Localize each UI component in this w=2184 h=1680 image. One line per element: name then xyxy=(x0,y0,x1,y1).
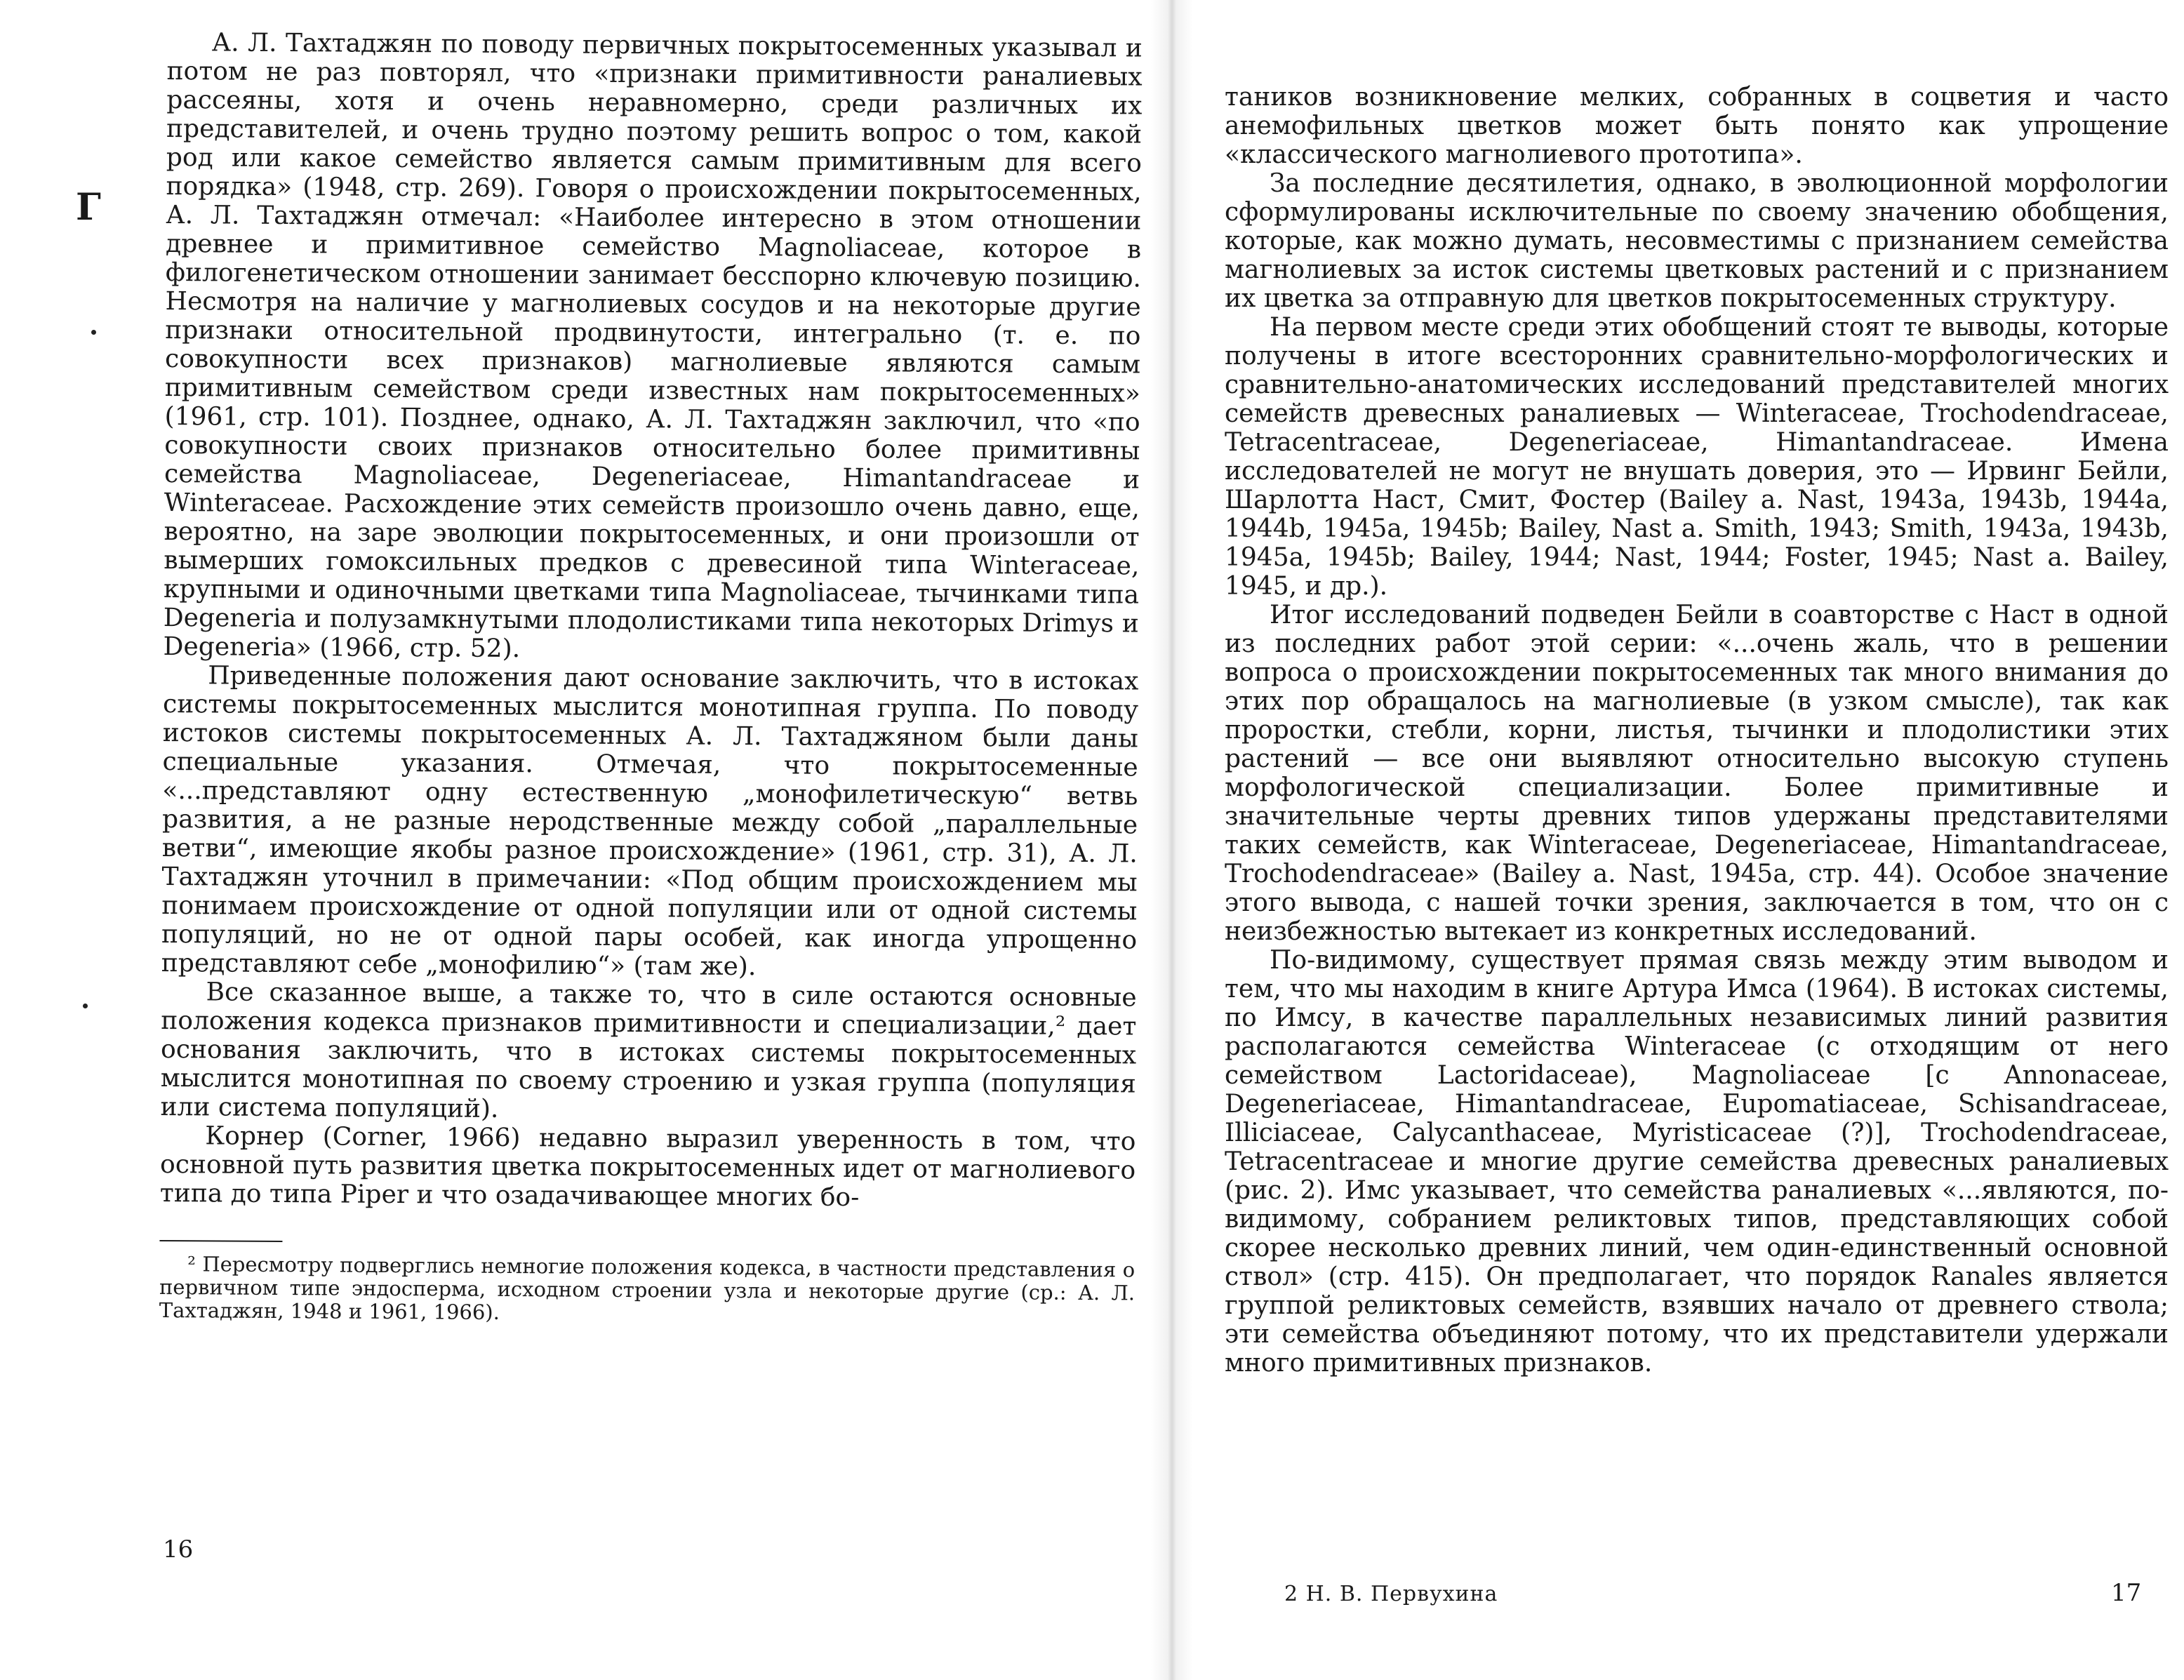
speck xyxy=(91,330,96,335)
left-text-column xyxy=(159,28,1143,1328)
paragraph: Приведенные положения дают основание заключить, что в истоках системы покрытосеменных мыслится монотипная группа. По поводу истоков системы покрытосеменных А. Л. Тахтаджяном были даны специальные указания. Отмечая, что покрытосеменные «...представляют одну естественную „монофилетическую“ ветвь развития, а не разные неродственные между собой „параллельные ветви“, имеющие якобы разное происхождение» (1961, стр. 31), А. Л. Тахтаджян уточнил в примечании: «Под общим происхождением мы понимаем происхождение от одной популяции или от одной системы популяций, но не от одной пары особей, как иногда упрощенно представляют себе „монофилию“» (там же). xyxy=(161,661,1139,982)
paragraph: Корнер (Corner, 1966) недавно выразил уверенность в том, что основной путь развития цветка покрытосеменных идет от магнолиевого типа до типа Piper и что озадачивающее многих бо- xyxy=(159,1121,1136,1213)
footnote: ² Пересмотру подверглись немногие положения кодекса, в частности представления о первичном типе эндосперма, исходном строении узла и некоторые другие (ср.: А. Л. Тахтаджян, 1948 и 1961, 1966). xyxy=(159,1252,1136,1324)
right-text-column xyxy=(1225,83,2169,1378)
paragraph: За последние десятилетия, однако, в эволюционной морфологии сформулированы исключительные по своему значению обобщения, которые, как можно думать, несовместимы с признанием семейства магнолиевых за исток системы цветковых растений и с признанием их цветка за отправную для цветков покрытосеменных структуру. xyxy=(1225,169,2169,313)
speck xyxy=(83,1004,88,1008)
paragraph: По-видимому, существует прямая связь между этим выводом и тем, что мы находим в книге Артура Имса (1964). В истоках системы, по Имсу, в качестве параллельных независимых линий развития располагаются семейства Winteraceae (с отходящим от него семейством Lactoridaceae), Magnoliaceae [с Annonaceae, Degeneriaceae, Himantandraceae, Eupomatiaceae, Schisandraceae, Illiciaceae, Calycanthaceae, Myristicaceae (?)], Trochodendraceae, Tetracentraceae и многие другие семейства древесных раналиевых (рис. 2). Имс указывает, что семейства раналиевых «...являются, по-видимому, собранием реликтовых типов, представляющих собой скорее несколько древних линий, чем один-единственный основной ствол» (стр. 415). Он предполагает, что порядок Ranales является группой реликтовых семейств, взявших начало от древнего ствола; эти семейства объединяют потому, что их представители удержали много примитивных признаков. xyxy=(1225,946,2169,1378)
page-number: 16 xyxy=(163,1535,194,1564)
paragraph: А. Л. Тахтаджян по поводу первичных покрытосеменных указывал и потом не раз повторял, что «признаки примитивности раналиевых рассеяны, хотя и очень неравномерно, среди различных их представителей, и очень трудно поэтому решить вопрос о том, какой род или какое семейство является самым примитивным для всего порядка» (1948, стр. 269). Говоря о происхождении покрытосеменных, А. Л. Тахтаджян отмечал: «Наиболее интересно в этом отношении древнее и примитивное семейство Magnoliaceae, которое в филогенетическом отношении занимает бесспорно ключевую позицию. Несмотря на наличие у магнолиевых сосудов и на некоторые другие признаки относительной продвинутости, интегрально (т. е. по совокупности всех признаков) магнолиевые являются самым примитивным семейством среди известных нам покрытосеменных» (1961, стр. 101). Позднее, однако, А. Л. Тахтаджян заключил, что «по совокупности своих признаков относительно более примитивны семейства Magnoliaceae, Degeneriaceae, Himantandraceae и Winteraceae. Расхождение этих семейств произошло очень давно, еще, вероятно, на заре эволюции покрытосеменных, и они произошли от вымерших гомоксильных предков с древесиной типа Winteraceae, крупными и одиночными цветками типа Magnoliaceae, тычинками типа Degeneria и полузамкнутыми плодолистиками типа некоторых Drimys и Degeneria» (1966, стр. 52). xyxy=(163,28,1143,664)
footnote-rule xyxy=(159,1240,282,1242)
paragraph: Итог исследований подведен Бейли в соавторстве с Наст в одной из последних работ этой серии: «...очень жаль, что в решении вопроса о происхождении покрытосеменных так много внимания до этих пор обращалось на магнолиевые (в узком смысле), так как проростки, стебли, корни, листья, тычинки и плодолистики этих растений — все они выявляют относительно высокую ступень морфологической специализации. Более примитивные и значительные черты древних типов удержаны представителями таких семейств, как Winteraceae, Degeneriaceae, Himantandraceae, Trochodendraceae» (Bailey a. Nast, 1945a, стр. 44). Особое значение этого вывода, с нашей точки зрения, заключается в том, что он с неизбежностью вытекает из конкретных исследований. xyxy=(1225,601,2169,946)
paragraph: таников возникновение мелких, собранных в соцветия и часто анемофильных цветков может быть понято как упрощение «классического магнолиевого прототипа». xyxy=(1225,83,2169,169)
margin-mark: Г xyxy=(76,186,101,229)
signature-mark: 2 Н. В. Первухина xyxy=(1284,1582,1498,1606)
page-number: 17 xyxy=(2111,1579,2142,1607)
paragraph: На первом месте среди этих обобщений стоят те выводы, которые получены в итоге всесторонних сравнительно-морфологических и сравнительно-анатомических исследований представителей многих семейств древесных раналиевых — Winteraceae, Trochodendraceae, Tetracentraceae, Degeneriaceae, Himantandraceae. Имена исследователей не могут не внушать доверия, это — Ирвинг Бейли, Шарлотта Наст, Смит, Фостер (Bailey a. Nast, 1943a, 1943b, 1944a, 1944b, 1945a, 1945b; Bailey, Nast a. Smith, 1943; Smith, 1943a, 1943b, 1945a, 1945b; Bailey, 1944; Nast, 1944; Foster, 1945; Nast a. Bailey, 1945, и др.). xyxy=(1225,313,2169,601)
right-page xyxy=(1186,0,2184,1680)
paragraph: Все сказанное выше, а также то, что в силе остаются основные положения кодекса признаков примитивности и специализации,² дает основания заключить, что в истоках системы покрытосеменных мыслится монотипная по своему строению и узкая группа (популяция или система популяций). xyxy=(160,978,1137,1124)
